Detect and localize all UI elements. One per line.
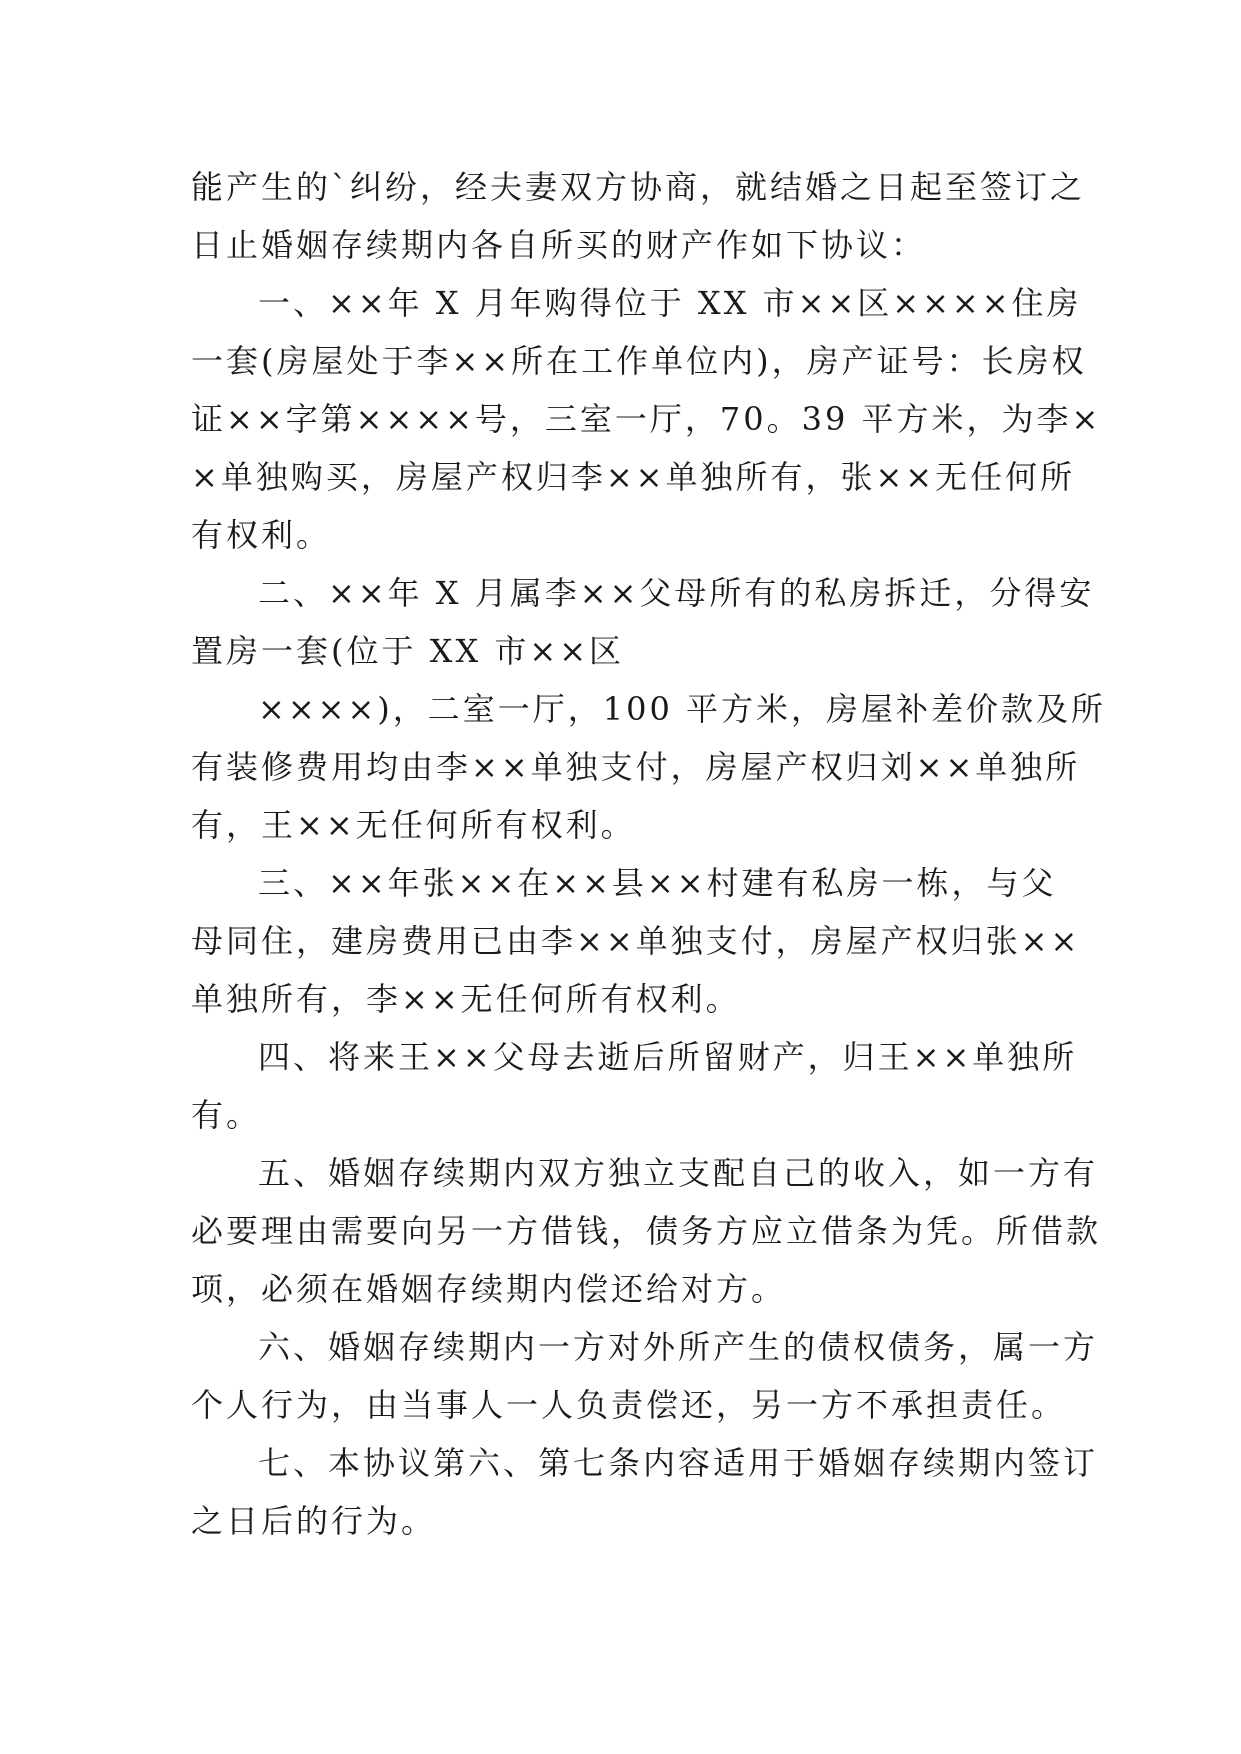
- clause-6-line: 六、婚姻存续期内一方对外所产生的债权债务，属一方: [258, 1328, 1099, 1366]
- text-line: 有。: [191, 1096, 262, 1134]
- text-line: 证××字第××××号，三室一厅，70。39 平方米，为李×: [191, 400, 1102, 438]
- clause-1-line: 一、××年 X 月年购得位于 XX 市××区××××住房: [258, 284, 1082, 322]
- clause-2-line: 二、××年 X 月属李××父母所有的私房拆迁，分得安: [258, 574, 1095, 612]
- text-line: 置房一套(位于 XX 市××区: [191, 632, 625, 670]
- agreement-text: [191, 158, 1106, 1550]
- clause-3-line: 三、××年张××在××县××村建有私房一栋，与父: [258, 864, 1057, 902]
- text-line: ×单独购买，房屋产权归李××单独所有，张××无任何所: [191, 458, 1076, 496]
- text-line: 有权利。: [191, 516, 332, 554]
- text-line: 项，必须在婚姻存续期内偿还给对方。: [191, 1270, 787, 1308]
- text-line: 有装修费用均由李××单独支付，房屋产权归刘××单独所: [191, 748, 1081, 786]
- text-line: 个人行为，由当事人一人负责偿还，另一方不承担责任。: [191, 1386, 1067, 1424]
- clause-5-line: 五、婚姻存续期内双方独立支配自己的收入，如一方有: [258, 1154, 1099, 1192]
- text-line: ××××)，二室一厅，100 平方米，房屋补差价款及所: [258, 690, 1106, 728]
- text-line: 日止婚姻存续期内各自所买的财产作如下协议：: [191, 226, 927, 264]
- clause-4-line: 四、将来王××父母去逝后所留财产，归王××单独所: [258, 1038, 1078, 1076]
- text-line: 单独所有，李××无任何所有权利。: [191, 980, 741, 1018]
- text-line: 一套(房屋处于李××所在工作单位内)，房产证号：长房权: [191, 342, 1087, 380]
- text-line: 有，王××无任何所有权利。: [191, 806, 636, 844]
- text-line: 必要理由需要向另一方借钱，债务方应立借条为凭。所借款: [191, 1212, 1102, 1250]
- clause-7-line: 七、本协议第六、第七条内容适用于婚姻存续期内签订: [258, 1444, 1099, 1482]
- text-line: 能产生的`纠纷，经夫妻双方协商，就结婚之日起至签订之: [191, 168, 1086, 206]
- text-line: 母同住，建房费用已由李××单独支付，房屋产权归张××: [191, 922, 1081, 960]
- text-line: 之日后的行为。: [191, 1502, 437, 1540]
